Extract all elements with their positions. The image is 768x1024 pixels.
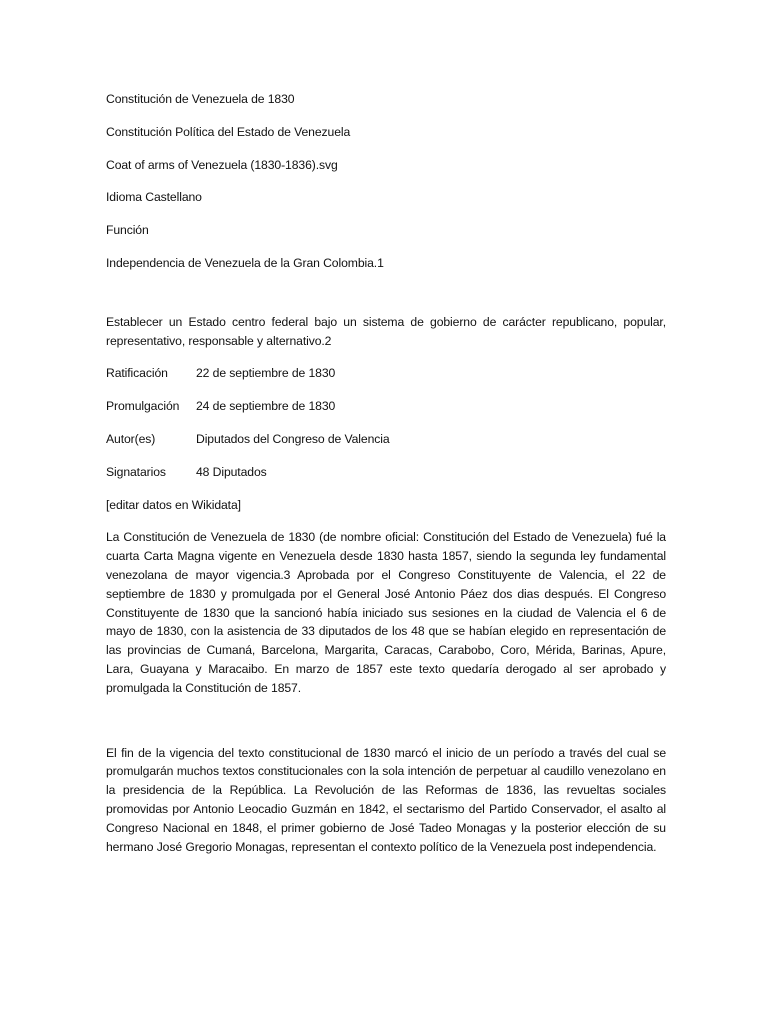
infobox-label: Ratificación (106, 366, 168, 381)
infobox-label: Promulgación (106, 399, 180, 414)
document-page (106, 90, 666, 856)
infobox-value: 24 de septiembre de 1830 (196, 399, 336, 414)
official-title: Constitución Política del Estado de Venezuela (106, 124, 351, 139)
function-value: Independencia de Venezuela de la Gran Colombia.1 (106, 255, 384, 270)
document-title: Constitución de Venezuela de 1830 (106, 92, 295, 106)
infobox-value: Diputados del Congreso de Valencia (196, 431, 390, 446)
body-paragraph-1: La Constitución de Venezuela de 1830 (de nombre oficial: Constitución del Estado de Venezuela) fué la cuarta Carta Magna vigente en Venezuela desde 1830 hasta 1857, siendo la segunda ley fundamental venezolana de mayor vigencia.3 Aprobada por el Congreso Constituyente de Valencia, el 22 de septiembre de 1830 y promulgada por el General José Antonio Páez dos dias después. El Congreso Constituyente de 1830 que la sancionó había iniciado sus sesiones en la ciudad de Valencia el 6 de mayo de 1830, con la asistencia de 33 diputados de los 48 que se habían elegido en representación de las provincias de Cumaná, Barcelona, Margarita, Caracas, Carabobo, Coro, Mérida, Barinas, Apure, Lara, Guayana y Maracaibo. En marzo de 1857 este texto quedaría derogado al ser aprobado y promulgada la Constitución de 1857. (106, 530, 666, 695)
language-line: Idioma Castellano (106, 190, 202, 205)
image-caption: Coat of arms of Venezuela (1830-1836).svg (106, 157, 338, 172)
infobox-label: Signatarios (106, 464, 166, 479)
infobox-row-signatories (106, 463, 666, 482)
purpose-paragraph: Establecer un Estado centro federal bajo un sistema de gobierno de carácter republicano, popular, representativo, responsable y alternativo.2 (106, 314, 666, 348)
infobox-value: 48 Diputados (196, 464, 267, 479)
infobox-row-authors (106, 430, 666, 449)
infobox-value: 22 de septiembre de 1830 (196, 366, 336, 381)
infobox-row-ratification (106, 364, 666, 383)
edit-wikidata-link[interactable]: [editar datos en Wikidata] (106, 497, 241, 512)
body-paragraph-2: El fin de la vigencia del texto constitucional de 1830 marcó el inicio de un período a través del cual se promulgarán muchos textos constitucionales con la sola intención de perpetuar al caudillo venezolano en la presidencia de la República. La Revolución de las Reformas de 1836, las revueltas sociales promovidas por Antonio Leocadio Guzmán en 1842, el sectarismo del Partido Conservador, el asalto al Congreso Nacional en 1848, el primer gobierno de José Tadeo Monagas y la posterior elección de su hermano José Gregorio Monagas, representan el contexto político de la Venezuela post independencia. (106, 745, 666, 854)
function-label: Función (106, 223, 149, 238)
infobox-label: Autor(es) (106, 431, 156, 446)
infobox-row-promulgation (106, 397, 666, 416)
